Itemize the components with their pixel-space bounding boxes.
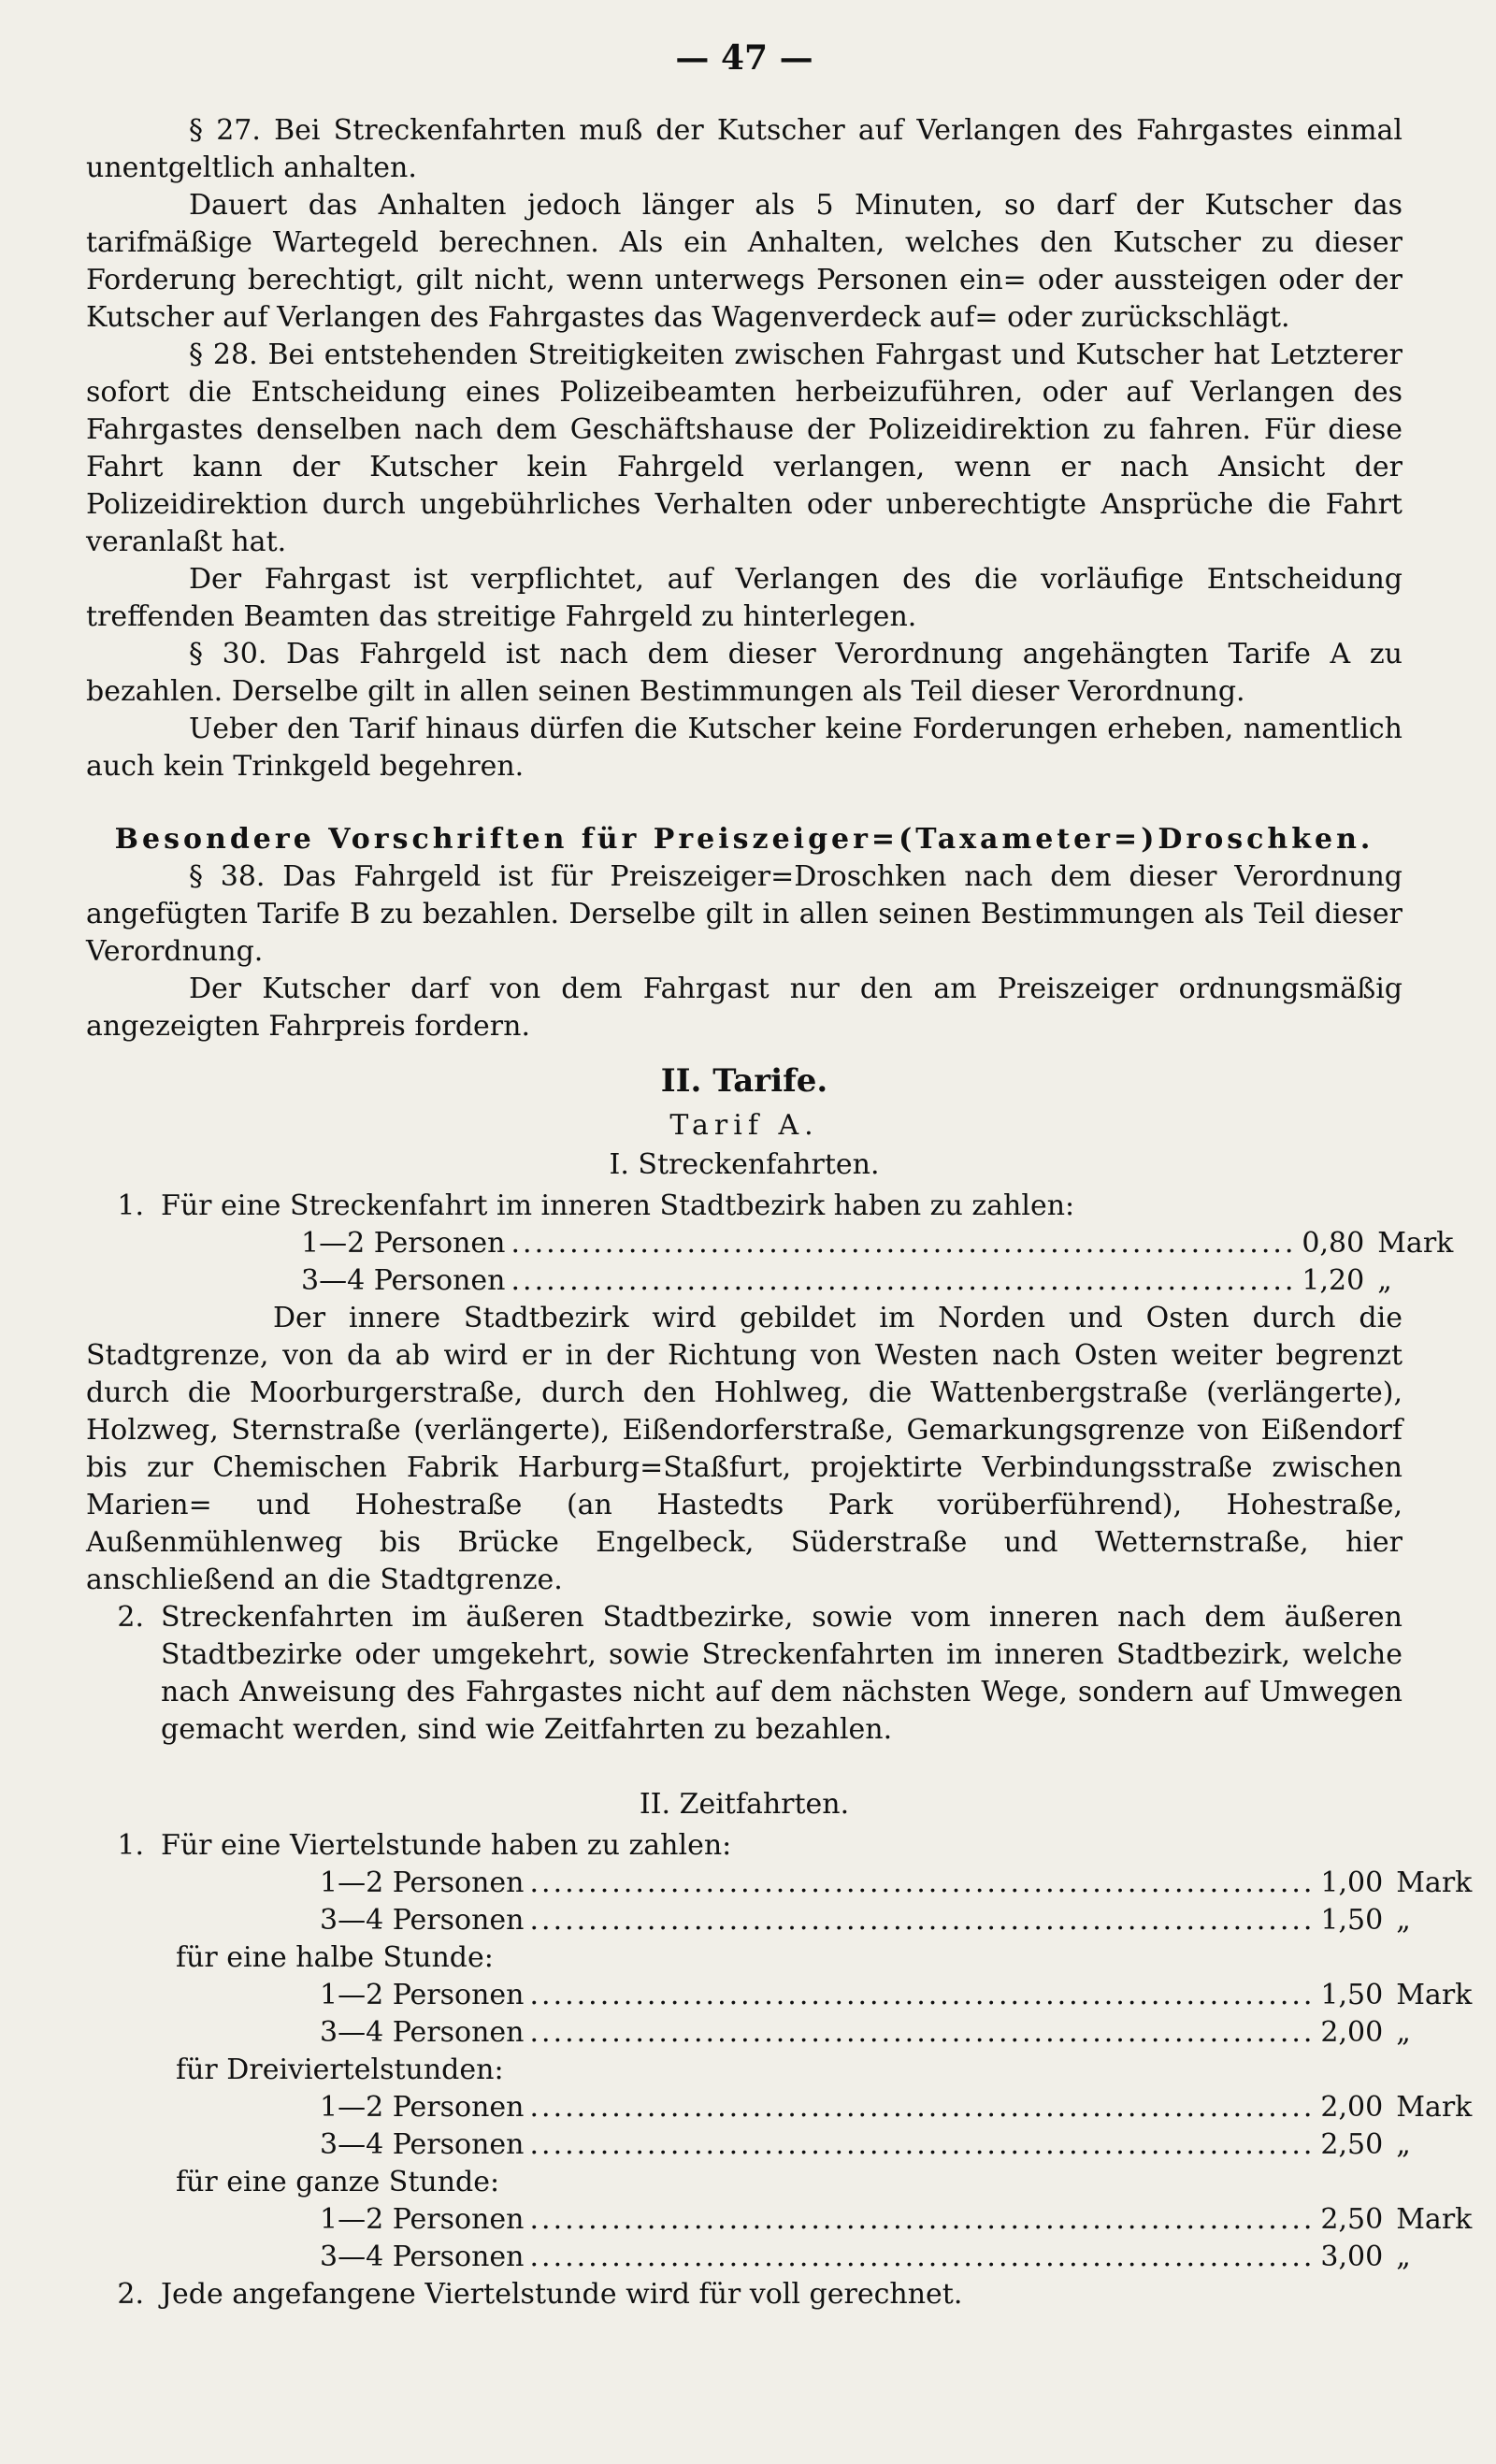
dot-leader: ................................................................... — [529, 1979, 1316, 2011]
paragraph: Der Fahrgast ist verpflichtet, auf Verlangen des die vorläufige Entscheidung treffenden Beamten das streitige Fahrgeld zu hinterlegen. — [86, 563, 1402, 633]
price-label: 3—4 Personen — [320, 2016, 525, 2049]
price-table — [320, 1865, 1473, 1939]
price-unit: Mark — [1396, 1866, 1473, 1899]
item-number: 2. — [117, 2278, 144, 2311]
price-row — [320, 1865, 1473, 1902]
price-value: 2,00 — [1320, 2016, 1384, 2049]
price-value: 2,50 — [1320, 2203, 1384, 2236]
section-heading-streckenfahrten: I. Streckenfahrten. — [609, 1148, 880, 1181]
price-row — [320, 1902, 1411, 1939]
price-table — [301, 1225, 1454, 1300]
price-table — [320, 2089, 1473, 2164]
list-item — [86, 1188, 1402, 1225]
price-unit: „ — [1396, 1904, 1411, 1937]
price-label: 1—2 Personen — [320, 1866, 525, 1899]
price-value: 0,80 — [1302, 1227, 1365, 1260]
price-value: 2,00 — [1320, 2091, 1384, 2124]
price-value: 1,20 — [1302, 1264, 1365, 1297]
price-value: 3,00 — [1320, 2241, 1384, 2273]
price-row — [301, 1225, 1454, 1262]
group-label: für eine ganze Stunde: — [176, 2166, 500, 2198]
price-row — [320, 2126, 1411, 2164]
dot-leader: ................................................................... — [529, 2203, 1316, 2236]
dot-leader: ................................................................... — [529, 1904, 1316, 1937]
dot-leader: ................................................................... — [529, 2016, 1316, 2049]
price-value: 2,50 — [1320, 2128, 1384, 2161]
dot-leader: ................................................................... — [529, 1866, 1316, 1899]
price-unit: Mark — [1377, 1227, 1454, 1260]
price-label: 1—2 Personen — [320, 1979, 525, 2011]
price-row — [320, 2014, 1411, 2052]
item-number: 2. — [117, 1601, 144, 1634]
special-heading: Besondere Vorschriften für Preiszeiger=(Taxameter=)Droschken. — [114, 823, 1374, 856]
list-item — [86, 2276, 1402, 2313]
tarif-a-heading: Tarif A. — [669, 1109, 819, 1142]
special-paragraphs — [86, 858, 1402, 1045]
paragraph: Ueber den Tarif hinaus dürfen die Kutscher keine Forderungen erheben, namentlich auch kein Trinkgeld begehren. — [86, 713, 1402, 783]
item-text: Jede angefangene Viertelstunde wird für voll gerechnet. — [161, 2278, 963, 2311]
page-number: — 47 — — [675, 38, 813, 78]
dot-leader: ................................................................... — [529, 2241, 1316, 2273]
price-row — [320, 2239, 1411, 2276]
dot-leader: ................................................................... — [511, 1227, 1297, 1260]
price-label: 1—2 Personen — [320, 2203, 525, 2236]
group-label: für Dreiviertelstunden: — [176, 2053, 504, 2086]
price-unit: „ — [1377, 1264, 1392, 1297]
price-unit: Mark — [1396, 2203, 1473, 2236]
item-number: 1. — [117, 1829, 144, 1862]
paragraph: § 38. Das Fahrgeld ist für Preiszeiger=Droschken nach dem dieser Verordnung angefügten Tarife B zu bezahlen. Derselbe gilt in allen seinen Bestimmungen als Teil dieser Verordnung. — [86, 860, 1402, 968]
price-unit: Mark — [1396, 1979, 1473, 2011]
paragraph: Der Kutscher darf von dem Fahrgast nur den am Preiszeiger ordnungsmäßig angezeigten Fahrpreis fordern. — [86, 973, 1402, 1043]
list-item — [86, 1599, 1402, 1749]
price-unit: Mark — [1396, 2091, 1473, 2124]
price-row — [320, 2089, 1473, 2126]
price-value: 1,00 — [1320, 1866, 1384, 1899]
group-label: Für eine Viertelstunde haben zu zahlen: — [161, 1829, 732, 1862]
price-table — [320, 1977, 1473, 2052]
price-table — [320, 2201, 1473, 2276]
price-row — [320, 2201, 1473, 2239]
dot-leader: ................................................................... — [511, 1264, 1297, 1297]
top-paragraphs — [86, 112, 1402, 785]
price-value: 1,50 — [1320, 1979, 1384, 2011]
list-item — [86, 1827, 1402, 1865]
price-value: 1,50 — [1320, 1904, 1384, 1937]
price-label: 3—4 Personen — [320, 1904, 525, 1937]
section-heading-zeitfahrten: II. Zeitfahrten. — [639, 1788, 850, 1821]
item-number: 1. — [117, 1189, 144, 1222]
price-label: 1—2 Personen — [320, 2091, 525, 2124]
price-unit: „ — [1396, 2241, 1411, 2273]
tarife-heading: II. Tarife. — [660, 1062, 828, 1100]
group-label: für eine halbe Stunde: — [176, 1941, 494, 1974]
paragraph: § 30. Das Fahrgeld ist nach dem dieser Verordnung angehängten Tarife A zu bezahlen. Derselbe gilt in allen seinen Bestimmungen als Teil dieser Verordnung. — [86, 638, 1402, 708]
inner-district-note: Der innere Stadtbezirk wird gebildet im Norden und Osten durch die Stadtgrenze, von da ab wird er in der Richtung von Westen nach Osten weiter begrenzt durch die Moorburgerstraße, durch den Hohlweg, die Wattenbergstraße (verlängerte), Holzweg, Sternstraße (verlängerte), Eißendorferstraße, Gemarkungsgrenze von Eißendorf bis zur Chemischen Fabrik Harburg=Staßfurt, projektirte Verbindungsstraße zwischen Marien= und Hohestraße (an Hastedts Park vorüberführend), Hohestraße, Außenmühlenweg bis Brücke Engelbeck, Süderstraße und Wetternstraße, hier anschließend an die Stadtgrenze. — [86, 1302, 1402, 1596]
dot-leader: ................................................................... — [529, 2091, 1316, 2124]
paragraph: § 27. Bei Streckenfahrten muß der Kutscher auf Verlangen des Fahrgastes einmal unentgeltlich anhalten. — [86, 114, 1402, 184]
price-label: 1—2 Personen — [301, 1227, 506, 1260]
item-text: Streckenfahrten im äußeren Stadtbezirke, sowie vom inneren nach dem äußeren Stadtbezirke oder umgekehrt, sowie Streckenfahrten im inneren Stadtbezirk, welche nach Anweisung des Fahrgastes nicht auf dem nächsten Wege, sondern auf Umwegen gemacht werden, sind wie Zeitfahrten zu bezahlen. — [161, 1601, 1402, 1746]
price-label: 3—4 Personen — [320, 2241, 525, 2273]
price-unit: „ — [1396, 2128, 1411, 2161]
price-unit: „ — [1396, 2016, 1411, 2049]
price-label: 3—4 Personen — [320, 2128, 525, 2161]
price-label: 3—4 Personen — [301, 1264, 506, 1297]
paragraph: Dauert das Anhalten jedoch länger als 5 Minuten, so darf der Kutscher das tarifmäßige Wartegeld berechnen. Als ein Anhalten, welches den Kutscher zu dieser Forderung berechtigt, gilt nicht, wenn unterwegs Personen ein= oder aussteigen oder der Kutscher auf Verlangen des Fahrgastes das Wagenverdeck auf= oder zurückschlägt. — [86, 189, 1402, 334]
price-row — [301, 1262, 1392, 1300]
price-row — [320, 1977, 1473, 2014]
dot-leader: ................................................................... — [529, 2128, 1316, 2161]
item-intro: Für eine Streckenfahrt im inneren Stadtbezirk haben zu zahlen: — [161, 1189, 1075, 1222]
paragraph: § 28. Bei entstehenden Streitigkeiten zwischen Fahrgast und Kutscher hat Letzterer sofort die Entscheidung eines Polizeibeamten herbeizuführen, oder auf Verlangen des Fahrgastes denselben nach dem Geschäftshause der Polizeidirektion zu fahren. Für diese Fahrt kann der Kutscher kein Fahrgeld verlangen, wenn er nach Ansicht der Polizeidirektion durch ungebührliches Verhalten oder unberechtigte Ansprüche die Fahrt veranlaßt hat. — [86, 339, 1402, 558]
